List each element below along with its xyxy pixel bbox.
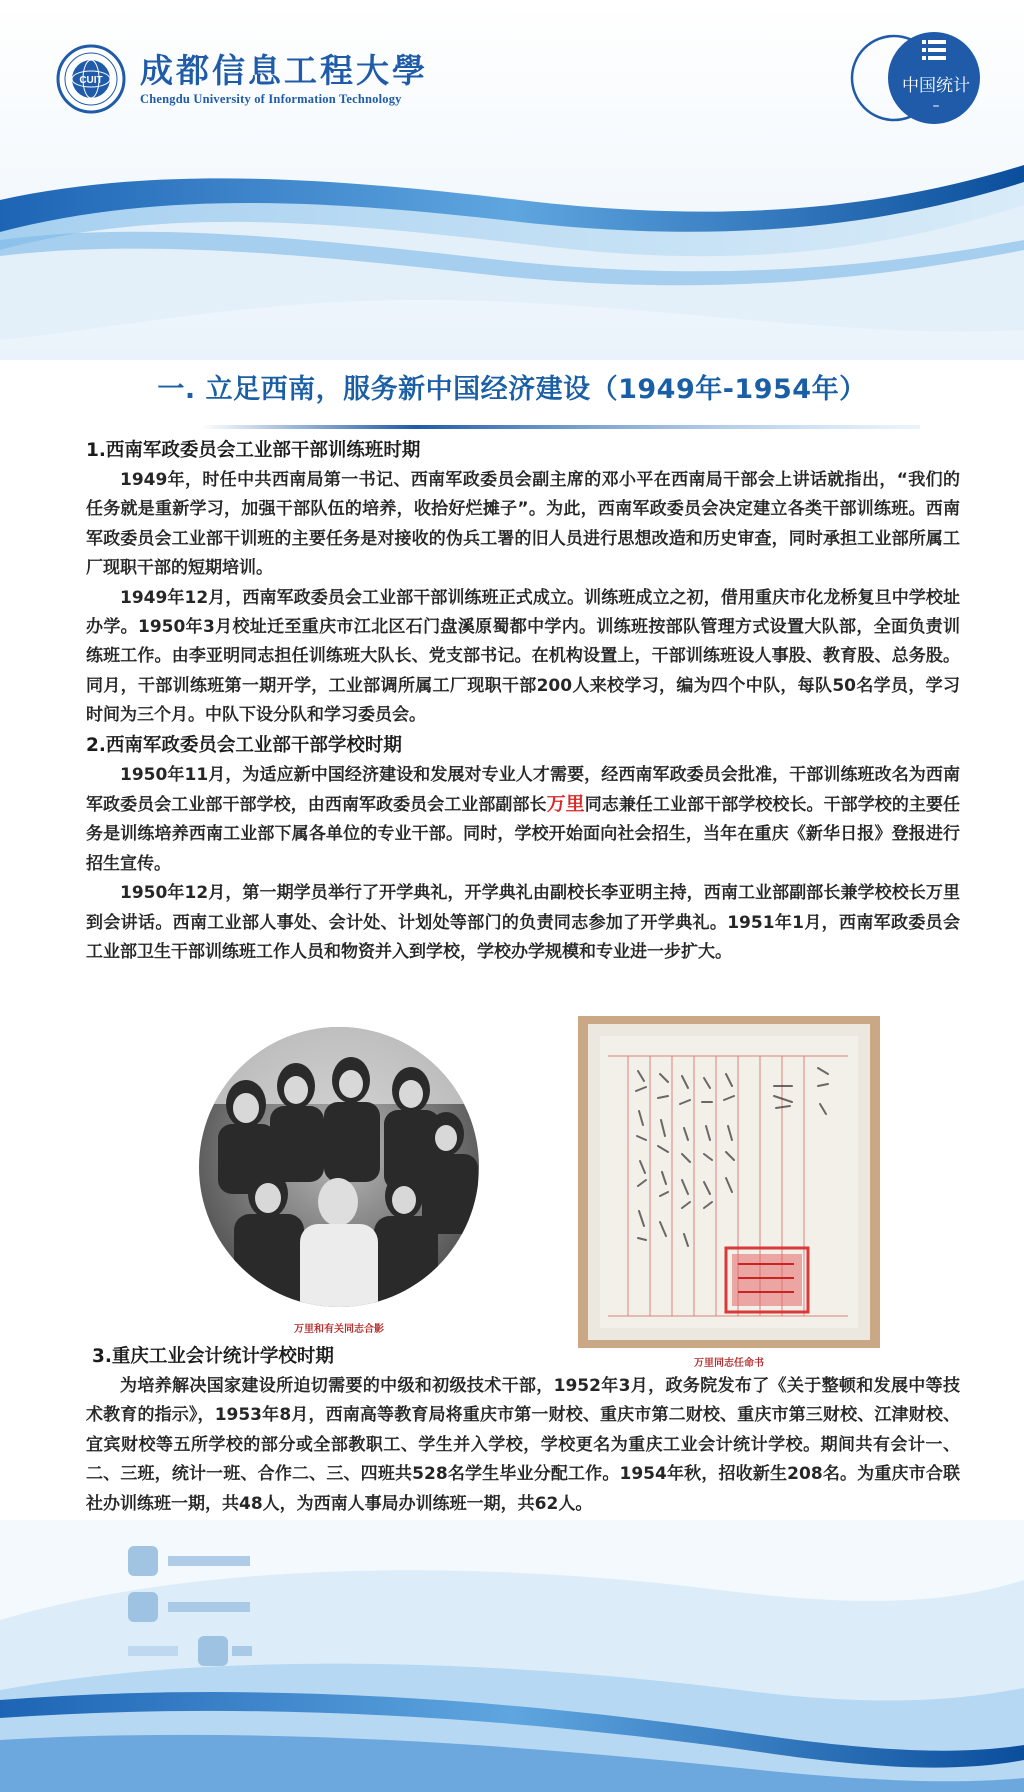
section-3-heading: 3.重庆工业会计统计学校时期: [92, 1346, 334, 1367]
highlight-name: 万里: [546, 793, 585, 816]
page-title: 一. 立足西南，服务新中国经济建设（1949年-1954年）: [157, 374, 867, 405]
section-2-paragraph-2: 1950年12月，第一期学员举行了开学典礼，开学典礼由副校长李亚明主持，西南工业部副部长兼学校校长万里到会讲话。西南工业部人事处、会计处、计划处等部门的负责同志参加了开学典礼。1951年1月，西南军政委员会工业部卫生干部训练班工作人员和物资并入到学校，学校办学规模和专业进一步扩大。: [86, 883, 960, 963]
appointment-document-caption: 万里同志任命书: [694, 1358, 764, 1369]
badge-label: 中国统计: [902, 76, 970, 96]
university-logo: [56, 44, 428, 114]
menu-list-icon: [922, 40, 946, 60]
section-3-paragraph-1: 为培养解决国家建设所迫切需要的中级和初级技术干部，1952年3月，政务院发布了《关于整顿和发展中等技术教育的指示》，1953年8月，西南高等教育局将重庆市第一财校、重庆市第二财校、重庆市第三财校、江津财校、宜宾财校等五所学校的部分或全部教职工、学生并入学校，学校更名为重庆工业会计统计学校。期间共有会计一、二、三班，统计一班、合作二、三、四班共528名学生毕业分配工作。1954年秋，招收新生208名。为重庆市合联社办训练班一期，共48人，为西南人事局办训练班一期，共62人。: [86, 1376, 960, 1514]
seal-text: CUIT: [79, 75, 103, 86]
s2-p1-text-b: 同志兼任工业部干部学校校长。干部学校的主要任务是训练培养西南工业部下属各单位的专业干部。同时，学校开始面向社会招生，当年在重庆《新华日报》登报进行招生宣传。: [86, 795, 961, 874]
content-part-1: [86, 436, 960, 968]
university-seal-icon: [56, 44, 126, 114]
title-underline: [200, 422, 920, 432]
section-1-paragraph-1: 1949年，时任中共西南局第一书记、西南军政委员会副主席的邓小平在西南局干部会上讲话就指出，“我们的任务就是重新学习，加强干部队伍的培养，收拾好烂摊子”。为此，西南军政委员会决定建立各类干部训练班。西南军政委员会工业部干训班的主要任务是对接收的伪兵工署的旧人员进行思想改造和历史审查，同时承担工业部所属工厂现职干部的短期培训。: [86, 470, 960, 579]
badge-dash: –: [932, 98, 940, 114]
appointment-document-photo: [578, 1016, 880, 1348]
section-2-paragraph-1: [86, 761, 960, 880]
s2-p1-text-a: 1950年11月，为适应新中国经济建设和发展对专业人才需要，经西南军政委员会批准，干部训练班改名为西南军政委员会工业部干部学校，由西南军政委员会工业部副部长: [86, 764, 960, 816]
university-name-cn: 成都信息工程大學: [140, 50, 428, 90]
content-part-2: [86, 1342, 960, 1519]
decorative-list-icon: [120, 1538, 260, 1670]
section-1-paragraph-2: 1949年12月，西南军政委员会工业部干部训练班正式成立。训练班成立之初，借用重庆市化龙桥复旦中学校址办学。1950年3月校址迁至重庆市江北区石门盘溪原蜀都中学内。训练班按部队管理方式设置大队部，全面负责训练班工作。由李亚明同志担任训练班大队长、党支部书记。在机构设置上，干部训练班设人事股、教育股、总务股。同月，干部训练班第一期开学，工业部调所属工厂现职干部200人来校学习，编为四个中队，每队50名学员，学习时间为三个月。中队下设分队和学习委员会。: [86, 587, 960, 726]
group-photo: [196, 1024, 482, 1310]
group-photo-caption: 万里和有关同志合影: [294, 1324, 384, 1335]
section-1-heading: 1.西南军政委员会工业部干部训练班时期: [86, 440, 421, 461]
university-name-en: Chengdu University of Information Technology: [140, 91, 402, 106]
section-2-heading: 2.西南军政委员会工业部干部学校时期: [86, 734, 402, 756]
